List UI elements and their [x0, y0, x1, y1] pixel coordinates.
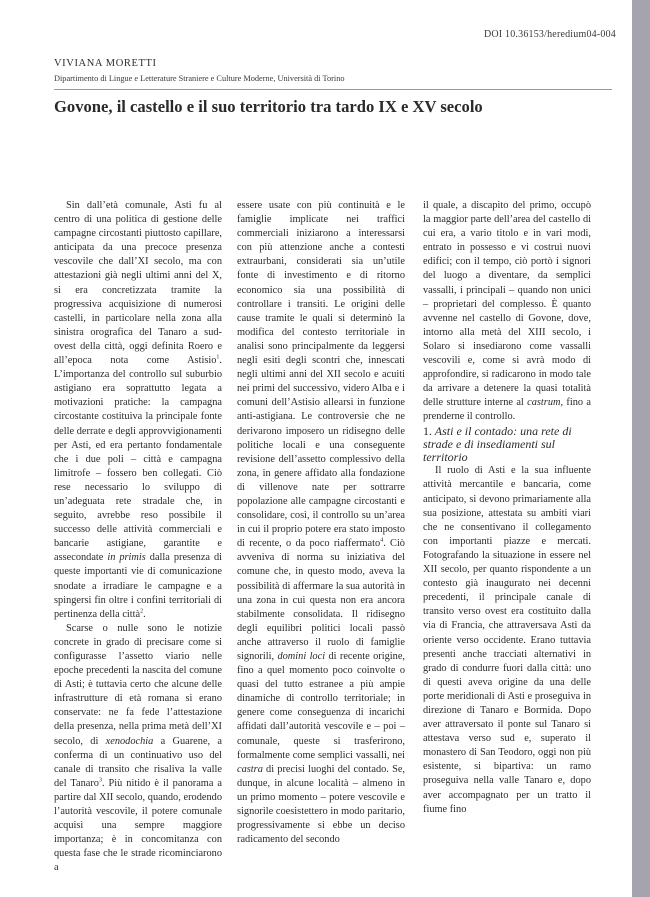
paragraph	[54, 199, 222, 622]
section-number: 1.	[423, 423, 432, 438]
text-run: .	[143, 608, 146, 620]
section-title: Asti e il contado: una rete di strade e di insediamenti sul territorio	[423, 423, 572, 465]
article-title: Govone, il castello e il suo territorio tra tardo IX e XV secolo	[54, 97, 483, 116]
paragraph	[423, 199, 591, 425]
italic-run: in primis	[107, 552, 146, 564]
footnote-ref[interactable]: 4	[380, 537, 384, 544]
text-run: di precisi luoghi del contado. Se, dunque, in alcune località – almeno in un primo momento – potere vescovile e signorile coesistettero in modo paritario, progressivamente si ebbe un deciso radicamento del secondo	[237, 763, 405, 846]
footnote-ref[interactable]: 2	[140, 608, 144, 615]
text-run: Scarse o nulle sono le notizie concrete in grado di precisare come si configurasse l’assetto viario nelle epoche precedenti la nascita del comune di Asti; è tuttavia certo che alcune delle infrastrutture di età romana si erano conservate: ne fa fede l’attestazione della presenza, nella prima metà dell’XI secolo, di	[54, 622, 222, 747]
text-column-3	[423, 199, 591, 817]
paragraph: Il ruolo di Asti e la sua influente attività mercantile e bancaria, come anticipato, si devono primariamente alla sua posizione, attestata su ambiti viari che ne consentivano il collegamento con importanti piazze e mercati. Fotografando la situazione in essere nel XII secolo, per quanto rispondente a un contesto già inaugurato nei decenni precedenti, il principale canale di transito verso ovest era costituito dalla via di Francia, che attraversava Asti da oriente verso occidente. Erano tuttavia presenti anche tracciati alternativi in grado di condurre fuori dalla città: uno di questi aveva origine da una delle porte meridionali di Asti e proseguiva in direzione di Tanaro e Bormida. Dopo aver attraversato il ponte sul Tanaro si attestava verso sud e, superato il monastero di San Teodoro, oggi non più esistente, si bipartiva: un ramo proseguiva nella valle Tanaro e, dopo aver accompagnato per un tratto il fiume fino	[423, 465, 591, 815]
page-edge-bar	[632, 0, 650, 897]
text-run: Sin dall’età comunale, Asti fu al centro di una politica di gestione delle campagne circostanti piuttosto capillare, anticipata da una precoce presenza vescovile che dall’XI secolo, ma con attestazioni già negli ultimi anni del X, si era concretizzata tramite la progressiva acquisizione di numerosi castelli, in particolare nella zona alla sinistra orografica del Tanaro a sud-ovest della città, oggi definita Roero e all’epoca nota come Astisio	[54, 200, 222, 367]
author-affiliation: Dipartimento di Lingue e Letterature Straniere e Culture Moderne, Università di Torino	[54, 74, 345, 83]
italic-run: castra	[237, 763, 263, 775]
italic-run: castrum	[527, 397, 561, 409]
text-run: , fino a prenderne il controllo.	[423, 397, 591, 423]
text-run: il quale, a discapito del primo, occupò la maggior parte dell’area del castello di cui era, a vario titolo e in vari modi, entrato in possesso e vi costruì nuovi edifici; con il tempo, ciò portò i signori del luogo a diventare, da semplici vassalli, i principali – quando non unici – proprietari del complesso. È quanto avvenne nel castello di Govone, dove, intorno alla metà del XIII secolo, i Solaro si insediarono come vassalli vescovili e, come si avrà modo di approfondire, si radicarono in modo tale da arrivare a detenere la quasi totalità delle strutture interne al	[423, 200, 591, 409]
text-column-1	[54, 199, 222, 876]
text-run: di recente origine, fino a quel momento poco coinvolte o quasi del tutto estranee a più ampie dinamiche di controllo territoriale; in genere come conseguenza di incarichi affidati dall’autorità vescovile e – poi – comunale, queste si trasferirono, formalmente come semplici vassalli, nei	[237, 651, 405, 761]
text-run: dalla presenza di queste importanti vie di comunicazione snodate a irradiare le campagne e a spingersi fin oltre i confini territoriali di pertinenza della città	[54, 552, 223, 620]
italic-run: domini loci	[277, 651, 326, 662]
text-run: a Guarene, a conferma di un continuativo uso del canale di transito che risaliva la valle del Tanaro	[54, 735, 222, 789]
text-run: . L’importanza del controllo sul suburbio astigiano era soprattutto legata a motivazioni pratiche: la campagna circostante costituiva la principale fonte delle derrate e degli approvvigionamenti per Asti, ed era pertanto fondamentale che i due poli – città e campagna limitrofe – fossero ben collegati. Ciò rese necessario lo sviluppo di un’adeguata rete stradale che, in seguito, avrebbe reso possibile il successo delle attività commerciali e bancarie astigiane, garantite e assecondate	[54, 355, 222, 564]
author-name: VIVIANA MORETTI	[54, 58, 157, 69]
footnote-ref[interactable]: 3	[98, 777, 102, 784]
title-divider	[54, 89, 612, 90]
text-run: essere usate con più continuità e le famiglie implicate nei traffici commerciali iniziarono a interessarsi con più attenzione anche a contesti extraurbani, considerati sia un’utile fonte di investimento e di ritorno economico sia una possibilità di controllare i transiti. Le origini delle cause tramite le quali si determinò la modifica del contesto territoriale in analisi sono principalmente da leggersi negli esiti degli scontri che, innescati negli ultimi anni del XII secolo e acuiti nei primi del successivo, videro Alba e i comuni dell’Astisio allearsi in funzione anti-astigiana. Le controversie che ne derivarono imposero un ridisegno delle politiche locali e una conseguente revisione dell’assetto complessivo della zona, in genere affidato alla fondazione di villenove nate per sottrarre popolazione alle campagne circostanti e consolidare, così, il controllo su un’area in cui il proprio potere era stato imposto di recente, o da poco riaffermato	[237, 200, 405, 550]
footnote-ref[interactable]: 1	[216, 354, 220, 361]
text-run: . Ciò avveniva di norma su iniziativa del comune che, in questo modo, aveva la possibilità di affermare la sua autorità in una zona in cui questa non era ancora stabilmente consolidata. Il ridisegno degli equilibri politici locali passò anche attraverso il ruolo di famiglie signorili,	[237, 538, 405, 662]
text-run: . Più nitido è il panorama a partire dal XII secolo, quando, erodendo l’autorità vescovile, il potere comunale acquisì una sempre maggiore importanza; è in concomitanza con questa fase che le strade ricominciarono a	[54, 777, 222, 874]
text-column-2	[237, 199, 405, 847]
paragraph	[237, 199, 405, 847]
italic-run: xenodochia	[105, 735, 154, 747]
paragraph	[54, 622, 222, 876]
section-heading	[423, 425, 591, 465]
doi-label: DOI 10.36153/heredium04-004	[483, 29, 616, 40]
